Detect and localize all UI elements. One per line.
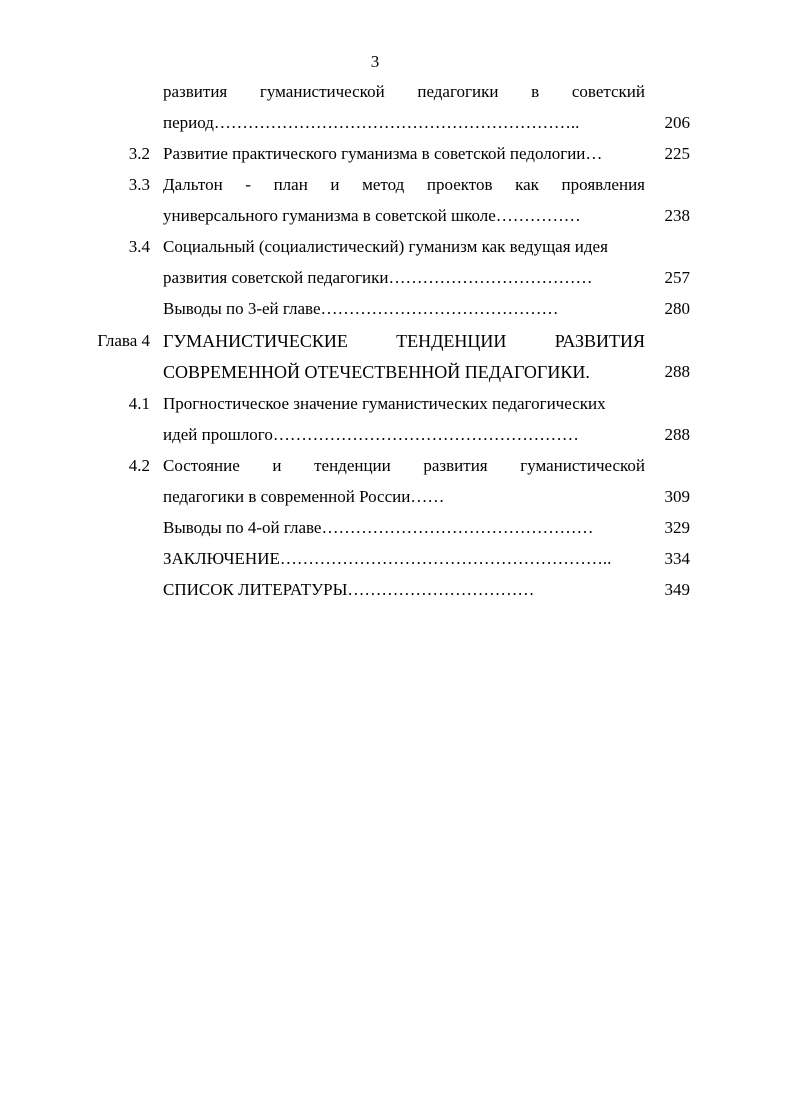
toc-entry-7-line-1: Состояние и тенденции развития гуманистической bbox=[163, 456, 645, 475]
toc-entry-6-page: 288 bbox=[664, 425, 690, 444]
toc-entry-6-number: 4.1 bbox=[128, 394, 150, 413]
toc-entry-3-line-2: развития советской педагогики……………………………… bbox=[163, 268, 593, 287]
toc-entry-10-line-1: СПИСОК ЛИТЕРАТУРЫ…………………………… bbox=[163, 580, 535, 599]
page-number: 3 bbox=[370, 52, 380, 71]
toc-entry-2-page: 238 bbox=[664, 206, 690, 225]
toc-entry-9-line-1: ЗАКЛЮЧЕНИЕ………………………………………………….. bbox=[163, 549, 612, 568]
toc-entry-3-page: 257 bbox=[664, 268, 690, 287]
toc-entry-2-line-1: Дальтон - план и метод проектов как проявления bbox=[163, 175, 645, 194]
toc-entry-9-page: 334 bbox=[664, 549, 690, 568]
toc-entry-6-line-1: Прогностическое значение гуманистических педагогических bbox=[163, 394, 606, 413]
toc-entry-4-line-1: Выводы по 3-ей главе…………………………………… bbox=[163, 299, 559, 318]
toc-entry-5-line-2: СОВРЕМЕННОЙ ОТЕЧЕСТВЕННОЙ ПЕДАГОГИКИ. bbox=[163, 362, 590, 382]
toc-entry-4-page: 280 bbox=[664, 299, 690, 318]
toc-entry-1-page: 225 bbox=[664, 144, 690, 163]
toc-entry-7-line-2: педагогики в современной России…… bbox=[163, 487, 445, 506]
toc-entry-2-line-2: универсального гуманизма в советской школе…………… bbox=[163, 206, 581, 225]
toc-entry-3-number: 3.4 bbox=[128, 237, 150, 256]
toc-entry-2-number: 3.3 bbox=[128, 175, 150, 194]
toc-entry-7-number: 4.2 bbox=[128, 456, 150, 475]
toc-entry-0-line-1: развития гуманистической педагогики в советский bbox=[163, 82, 645, 101]
toc-entry-5-page: 288 bbox=[664, 362, 690, 381]
toc-entry-8-page: 329 bbox=[664, 518, 690, 537]
toc-entry-0-page: 206 bbox=[664, 113, 690, 132]
toc-entry-10-page: 349 bbox=[664, 580, 690, 599]
toc-entry-7-page: 309 bbox=[664, 487, 690, 506]
toc-entry-6-line-2: идей прошлого……………………………………………… bbox=[163, 425, 579, 444]
toc-entry-3-line-1: Социальный (социалистический) гуманизм как ведущая идея bbox=[163, 237, 608, 256]
toc-entry-5-line-1: ГУМАНИСТИЧЕСКИЕ ТЕНДЕНЦИИ РАЗВИТИЯ bbox=[163, 331, 645, 351]
toc-entry-1-line-1: Развитие практического гуманизма в советской педологии… bbox=[163, 144, 603, 163]
toc-entry-0-line-2: период……………………………………………………….. bbox=[163, 113, 580, 132]
toc-entry-8-line-1: Выводы по 4-ой главе………………………………………… bbox=[163, 518, 594, 537]
toc-entry-5-number: Глава 4 bbox=[97, 331, 150, 350]
toc-entry-1-number: 3.2 bbox=[128, 144, 150, 163]
